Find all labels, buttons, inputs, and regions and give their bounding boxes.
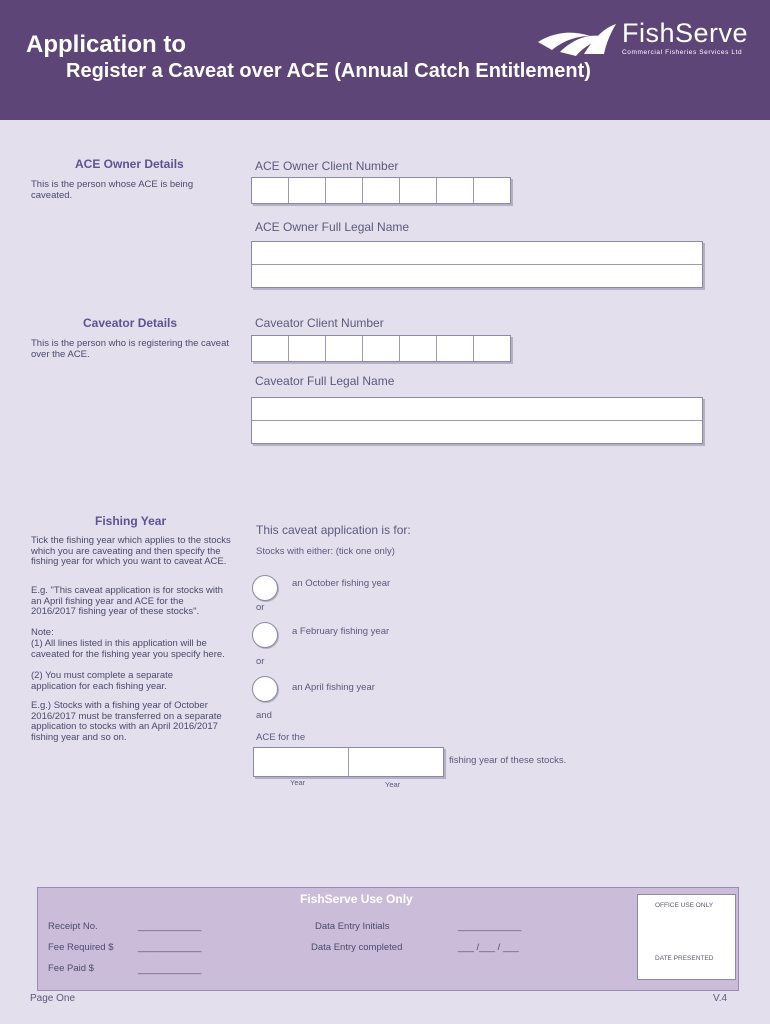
- caveator-client-number-label: Caveator Client Number: [255, 316, 384, 330]
- and-label: and: [256, 710, 272, 721]
- fee-required-label: Fee Required $: [48, 942, 114, 953]
- october-option-label: an October fishing year: [292, 578, 391, 589]
- fishing-year-example-2: E.g.) Stocks with a fishing year of October 2016/2017 must be transferred on a separate application to stocks with an April 2016/2017 fishing year and so on.: [31, 700, 222, 743]
- data-entry-initials-label: Data Entry Initials: [315, 921, 390, 932]
- date-presented-label: DATE PRESENTED: [655, 955, 714, 962]
- ace-for-label: ACE for the: [256, 732, 306, 743]
- october-radio[interactable]: [252, 575, 278, 601]
- page-title-line1: Application to: [26, 31, 186, 58]
- page-number: Page One: [30, 993, 76, 1004]
- fishing-year-instructions: Tick the fishing year which applies to the stocks which you are caveating and then specify the fishing year for which you want to caveat ACE.: [31, 535, 231, 567]
- stocks-with-label: Stocks with either: (tick one only): [256, 546, 395, 557]
- fee-paid-label: Fee Paid $: [48, 963, 94, 974]
- ace-owner-client-number-label: ACE Owner Client Number: [255, 159, 399, 173]
- caveator-full-name-label: Caveator Full Legal Name: [255, 374, 395, 388]
- logo-name: FishServe: [622, 18, 749, 48]
- fishing-year-example: E.g. "This caveat application is for stocks with an April fishing year and ACE for the 2016/2017 fishing year of these stocks".: [31, 585, 223, 617]
- caveator-heading: Caveator Details: [83, 316, 178, 330]
- caveator-description: This is the person who is registering the caveat over the ACE.: [31, 338, 230, 360]
- fee-paid-blank: ____________: [138, 964, 202, 975]
- note-1: (1) All lines listed in this application will be caveated for the fishing year you specify here.: [31, 638, 225, 660]
- fee-required-blank: ____________: [138, 942, 202, 953]
- february-option-label: a February fishing year: [292, 626, 390, 637]
- year-label-1: Year: [290, 778, 306, 787]
- logo-subtitle: Commercial Fisheries Services Ltd: [622, 49, 743, 56]
- note-2: (2) You must complete a separate application for each fishing year.: [31, 670, 174, 692]
- or-label-1: or: [256, 602, 265, 613]
- fishing-year-suffix: fishing year of these stocks.: [449, 755, 567, 766]
- application-for-label: This caveat application is for:: [256, 523, 411, 537]
- april-radio[interactable]: [252, 676, 278, 702]
- or-label-2: or: [256, 656, 265, 667]
- office-use-only-label: OFFICE USE ONLY: [655, 902, 714, 909]
- ace-owner-client-number-input[interactable]: [251, 177, 511, 204]
- february-radio[interactable]: [252, 622, 278, 648]
- ace-owner-description: This is the person whose ACE is being caveated.: [31, 179, 194, 201]
- caveator-full-name-input[interactable]: [251, 397, 703, 444]
- fishing-year-heading: Fishing Year: [95, 514, 167, 528]
- ace-owner-full-name-input[interactable]: [251, 241, 703, 288]
- ace-owner-full-name-label: ACE Owner Full Legal Name: [255, 220, 410, 234]
- data-entry-completed-label: Data Entry completed: [311, 942, 403, 953]
- office-use-title: FishServe Use Only: [300, 892, 413, 906]
- receipt-no-label: Receipt No.: [48, 921, 98, 932]
- data-entry-initials-blank: ____________: [458, 921, 522, 932]
- page-title-line2: Register a Caveat over ACE (Annual Catch Entitlement): [66, 60, 591, 82]
- year-label-2: Year: [385, 780, 401, 789]
- april-option-label: an April fishing year: [292, 682, 375, 693]
- fishing-year-input[interactable]: [253, 747, 444, 777]
- data-entry-date-blank: ___ /___ / ___: [458, 942, 519, 953]
- note-heading: Note:: [31, 627, 54, 638]
- version-label: V.4: [713, 993, 728, 1004]
- ace-owner-heading: ACE Owner Details: [75, 157, 184, 171]
- receipt-no-blank: ____________: [138, 921, 202, 932]
- caveator-client-number-input[interactable]: [251, 335, 511, 362]
